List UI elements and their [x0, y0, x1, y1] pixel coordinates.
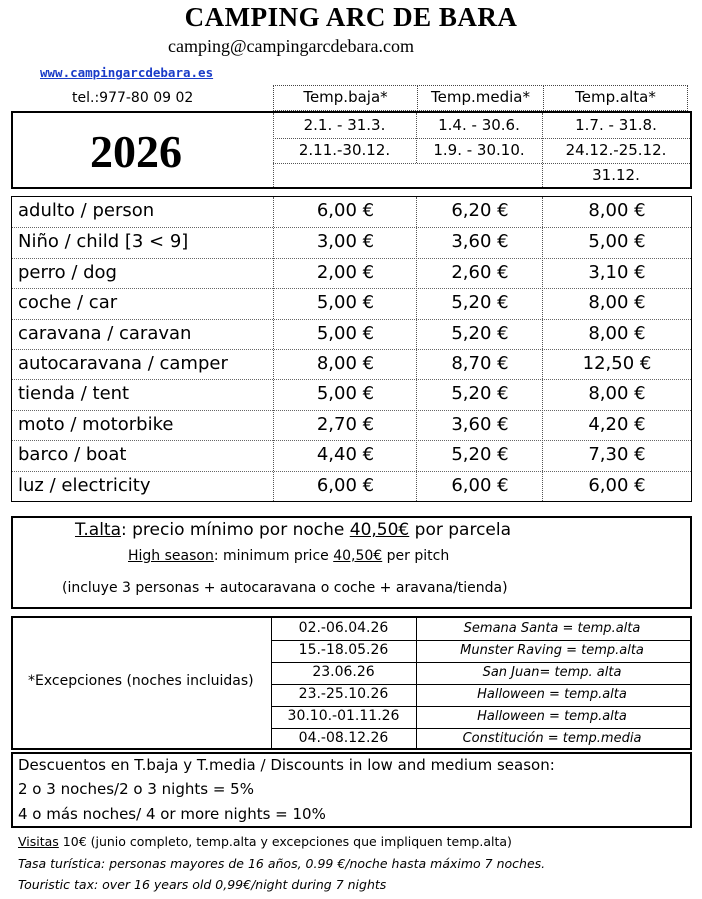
exception-dates: 23.06.26 [312, 664, 375, 680]
price-row [12, 379, 691, 410]
price-mid: 2,60 € [451, 261, 509, 283]
exception-name: Munster Raving = temp.alta [460, 643, 644, 658]
minimum-tail-en: per pitch [382, 548, 450, 564]
price-low: 5,00 € [316, 322, 375, 344]
email-address: camping@campingarcdebara.com [168, 36, 414, 56]
divider [271, 640, 691, 641]
price-mid: 5,20 € [451, 383, 509, 405]
divider [271, 618, 272, 748]
exception-name: Halloween = temp.alta [477, 687, 627, 702]
exception-dates: 02.-06.04.26 [298, 620, 389, 636]
season-header-high: Temp.alta* [543, 85, 688, 111]
exception-name: Halloween = temp.alta [477, 709, 627, 724]
price-mid: 5,20 € [451, 322, 509, 344]
price-high: 4,20 € [588, 413, 646, 435]
price-row-label: moto / motorbike [18, 413, 174, 435]
price-low: 5,00 € [316, 383, 375, 405]
price-low: 2,70 € [316, 413, 375, 435]
minimum-text-es: : precio mínimo por noche [121, 520, 350, 540]
minimum-includes-note: (incluye 3 personas + autocaravana o coche + aravana/tienda) [62, 580, 508, 596]
season-header-mid: Temp.media* [417, 85, 544, 111]
exception-dates: 15.-18.05.26 [298, 642, 389, 658]
price-row-label: Niño / child [3 < 9] [18, 231, 189, 253]
price-row [12, 319, 691, 350]
price-row [12, 349, 691, 380]
price-row-label: caravana / caravan [18, 322, 192, 344]
tax-note-en: Touristic tax: over 16 years old 0,99€/night during 7 nights [18, 877, 387, 892]
price-table [11, 196, 692, 502]
exception-dates: 04.-08.12.26 [298, 730, 389, 746]
price-high: 12,50 € [582, 353, 652, 374]
price-row-label: adulto / person [18, 200, 155, 221]
price-mid: 3,60 € [451, 413, 509, 435]
discount-line-2: 4 o más noches/ 4 or more nights = 10% [18, 805, 326, 823]
price-row-label: luz / electricity [18, 474, 151, 496]
price-high: 8,00 € [588, 322, 646, 344]
price-row [12, 197, 691, 227]
price-mid: 5,20 € [451, 444, 509, 466]
divider [416, 618, 417, 748]
exception-name: San Juan= temp. alta [482, 665, 622, 680]
tax-note-es: Tasa turística: personas mayores de 16 años, 0.99 €/noche hasta máximo 7 noches. [18, 856, 546, 871]
price-high: 5,00 € [588, 231, 646, 253]
price-row-label: perro / dog [18, 261, 117, 283]
price-low: 6,00 € [316, 474, 375, 496]
divider [273, 197, 274, 501]
divider [271, 728, 691, 729]
price-row [12, 440, 691, 471]
minimum-tail-es: por parcela [409, 520, 512, 540]
date-high-3: 31.12. [592, 166, 640, 184]
price-mid: 6,00 € [451, 474, 509, 496]
price-row [12, 258, 691, 289]
price-mid: 6,20 € [451, 200, 509, 221]
price-row-label: tienda / tent [18, 383, 130, 405]
price-high: 8,00 € [588, 200, 646, 221]
year-label: 2026 [90, 126, 182, 177]
divider [271, 684, 691, 685]
price-row [12, 227, 691, 258]
high-season-es: T.alta [75, 520, 121, 540]
price-row [12, 410, 691, 441]
price-low: 5,00 € [316, 292, 375, 314]
price-row-label: coche / car [18, 292, 118, 314]
price-low: 4,40 € [316, 444, 375, 466]
season-header-low: Temp.baja* [273, 85, 418, 111]
minimum-price-value-es: 40,50€ [349, 520, 410, 540]
date-high-2: 24.12.-25.12. [565, 141, 667, 159]
date-low-1: 2.1. - 31.3. [303, 116, 386, 134]
price-low: 6,00 € [316, 200, 375, 221]
visits-label: Visitas [18, 834, 59, 849]
minimum-text-en: : minimum price [213, 548, 334, 564]
price-high: 3,10 € [588, 261, 646, 283]
high-season-en: High season [128, 548, 214, 564]
visits-text: 10€ (junio completo, temp.alta y excepciones que impliquen temp.alta) [58, 834, 512, 849]
price-high: 8,00 € [588, 292, 646, 314]
minimum-price-value-en: 40,50€ [333, 548, 383, 564]
date-high-1: 1.7. - 31.8. [575, 116, 657, 134]
discount-line-1: 2 o 3 noches/2 o 3 nights = 5% [18, 780, 254, 798]
price-row-label: autocaravana / camper [18, 353, 228, 374]
minimum-price-en [128, 548, 449, 564]
price-low: 8,00 € [316, 353, 375, 374]
minimum-price-es [75, 520, 511, 540]
exception-name: Semana Santa = temp.alta [463, 621, 641, 636]
date-low-2: 2.11.-30.12. [298, 141, 391, 159]
exception-name: Constitución = temp.media [462, 731, 642, 746]
exception-dates: 23.-25.10.26 [298, 686, 389, 702]
price-mid: 5,20 € [451, 292, 509, 314]
date-mid-1: 1.4. - 30.6. [438, 116, 520, 134]
date-mid-2: 1.9. - 30.10. [433, 141, 525, 159]
price-row [12, 288, 691, 319]
divider [271, 662, 691, 663]
discounts-title: Descuentos en T.baja y T.media / Discounts in low and medium season: [18, 756, 555, 774]
divider [271, 706, 691, 707]
divider [542, 197, 543, 501]
website-link[interactable]: www.campingarcdebara.es [40, 65, 214, 80]
visits-note [18, 834, 512, 849]
price-high: 8,00 € [588, 383, 646, 405]
price-high: 6,00 € [588, 474, 646, 496]
price-low: 3,00 € [316, 231, 375, 253]
price-low: 2,00 € [316, 261, 375, 283]
price-row-label: barco / boat [18, 444, 127, 466]
exception-dates: 30.10.-01.11.26 [287, 708, 400, 724]
price-high: 7,30 € [588, 444, 646, 466]
divider [416, 197, 417, 501]
exceptions-label: *Excepciones (noches incluidas) [28, 673, 254, 689]
price-row [12, 471, 691, 502]
camping-title: CAMPING ARC DE BARA [184, 2, 518, 32]
price-mid: 8,70 € [451, 353, 509, 374]
price-mid: 3,60 € [451, 231, 509, 253]
phone-number: tel.:977-80 09 02 [72, 90, 194, 106]
